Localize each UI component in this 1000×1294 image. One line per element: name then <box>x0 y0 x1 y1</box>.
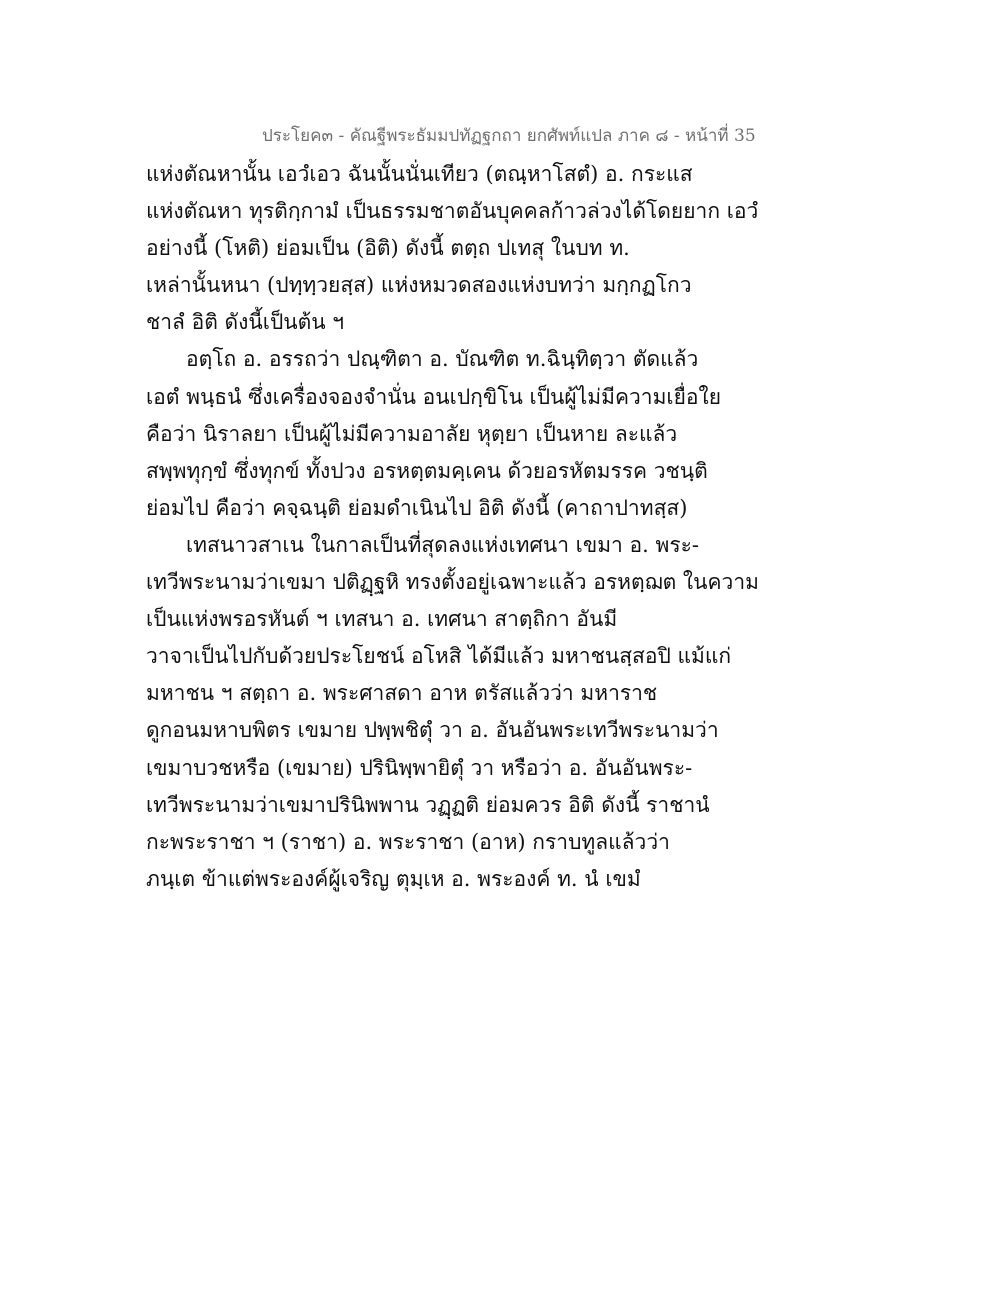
text-line: เทวีพระนามว่าเขมา ปติฏฺฐหิ ทรงตั้งอยู่เฉพาะแล้ว อรหตฺฌต ในความ <box>146 570 759 595</box>
text-line: เอตํ พนฺธนํ ซึ่งเครื่องจองจำนั่น อนเปกฺขิโน เป็นผู้ไม่มีความเยื่อใย <box>146 384 722 409</box>
text-line: เทวีพระนามว่าเขมาปรินิพพาน วฏฺฏติ ย่อมควร อิติ ดังนี้ ราชานํ <box>146 792 710 817</box>
body-text <box>146 156 759 898</box>
text-line: แห่งตัณหา ทุรติกฺกามํ เป็นธรรมชาตอันบุคคลก้าวล่วงได้โดยยาก เอวํ <box>146 199 759 224</box>
text-line: ชาลํ อิติ ดังนี้เป็นต้น ฯ <box>146 310 345 335</box>
paragraph-first-line: เทสนาวสาเน ในกาลเป็นที่สุดลงแห่งเทศนา เขมา อ. พระ- <box>186 532 699 557</box>
text-line: เป็นแห่งพรอรหันต์ ฯ เทสนา อ. เทศนา สาตฺถิกา อันมี <box>146 607 618 632</box>
paragraph-first-line: อตฺโถ อ. อรรถว่า ปณฺฑิตา อ. บัณฑิต ท.ฉินฺทิตฺวา ตัดแล้ว <box>186 347 699 372</box>
text-line: มหาชน ฯ สตฺถา อ. พระศาสดา อาห ตรัสแล้วว่า มหาราช <box>146 681 658 706</box>
text-line: กะพระราชา ฯ (ราชา) อ. พระราชา (อาห) กราบทูลแล้วว่า <box>146 829 670 854</box>
text-line: สพฺพทุกฺขํ ซึ่งทุกข์ ทั้งปวง อรหตฺตมคฺเคน ด้วยอรหัตมรรค วชนฺติ <box>146 458 708 483</box>
text-line: ดูกอนมหาบพิตร เขมาย ปพฺพชิตุํ วา อ. อันอันพระเทวีพระนามว่า <box>146 718 719 743</box>
text-line: เขมาบวชหรือ (เขมาย) ปรินิพฺพายิตุํ วา หรือว่า อ. อันอันพระ- <box>146 755 693 780</box>
text-line: อย่างนี้ (โหติ) ย่อมเป็น (อิติ) ดังนี้ ตตฺถ ปเทสุ ในบท ท. <box>146 236 630 261</box>
text-line: แห่งตัณหานั้น เอวํเอว ฉันนั้นนั่นเทียว (ตณฺหาโสตํ) อ. กระแส <box>146 162 693 186</box>
text-line: ย่อมไป คือว่า คจฺฉนฺติ ย่อมดำเนินไป อิติ ดังนี้ (คาถาปาทสฺส) <box>146 495 688 520</box>
text-line: ภนฺเต ข้าแต่พระองค์ผู้เจริญ ตุมฺเห อ. พระองค์ ท. นํ เขมํ <box>146 866 641 891</box>
text-line: วาจาเป็นไปกับด้วยประโยชน์ อโหสิ ได้มีแล้ว มหาชนสฺสอปิ แม้แก่ <box>146 644 732 669</box>
text-line: เหล่านั้นหนา (ปทฺทฺวยสฺส) แห่งหมวดสองแห่งบทว่า มกฺกฏโกว <box>146 273 692 298</box>
text-line: คือว่า นิราลยา เป็นผู้ไม่มีความอาลัย หุตฺยา เป็นหาย ละแล้ว <box>146 421 678 446</box>
page-header: ประโยค๓ - คัณฐีพระธัมมปทัฏฐกถา ยกศัพท์แปล ภาค ๘ - หน้าที่ 35 <box>262 126 756 146</box>
